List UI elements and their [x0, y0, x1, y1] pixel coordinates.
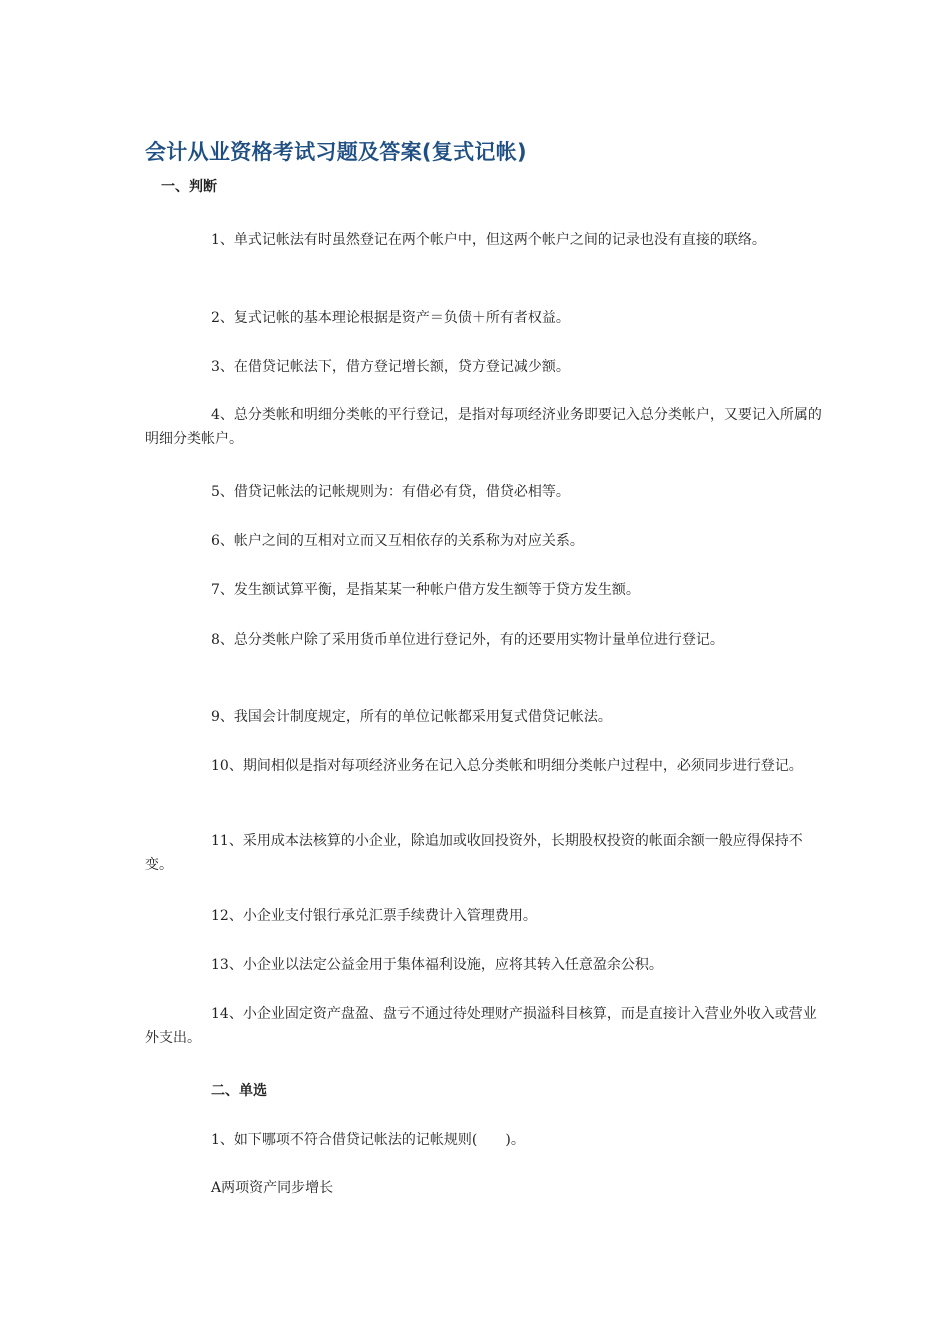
- document-title: 会计从业资格考试习题及答案(复式记帐): [145, 140, 527, 164]
- judgment-item-13: 13、小企业以法定公益金用于集体福利设施，应将其转入任意盈余公积。: [211, 957, 663, 973]
- judgment-item-10: 10、期间相似是指对每项经济业务在记入总分类帐和明细分类帐户过程中，必须同步进行登记。: [211, 758, 803, 774]
- single-choice-question-1: 1、如下哪项不符合借贷记帐法的记帐规则( )。: [211, 1132, 525, 1148]
- single-choice-option-a: A两项资产同步增长: [211, 1180, 334, 1196]
- judgment-item-3: 3、在借贷记帐法下，借方登记增长额，贷方登记减少额。: [211, 359, 570, 375]
- judgment-item-7: 7、发生额试算平衡，是指某某一种帐户借方发生额等于贷方发生额。: [211, 582, 640, 598]
- section-heading-single-choice: 二、单选: [211, 1083, 267, 1099]
- judgment-item-8: 8、总分类帐户除了采用货币单位进行登记外，有的还要用实物计量单位进行登记。: [211, 632, 724, 648]
- judgment-item-4: 4、总分类帐和明细分类帐的平行登记，是指对每项经济业务即要记入总分类帐户，又要记入所属的明细分类帐户。: [145, 407, 822, 447]
- section-heading-judgment: 一、判断: [161, 179, 217, 195]
- judgment-item-2: 2、复式记帐的基本理论根据是资产＝负债＋所有者权益。: [211, 310, 570, 326]
- judgment-item-12: 12、小企业支付银行承兑汇票手续费计入管理费用。: [211, 908, 537, 924]
- questions-area: [145, 198, 825, 1196]
- judgment-item-6: 6、帐户之间的互相对立而又互相依存的关系称为对应关系。: [211, 533, 584, 549]
- document-page: [145, 138, 825, 1196]
- judgment-item-9: 9、我国会计制度规定，所有的单位记帐都采用复式借贷记帐法。: [211, 709, 612, 725]
- judgment-item-11: 11、采用成本法核算的小企业，除追加或收回投资外，长期股权投资的帐面余额一般应得保持不变。: [145, 833, 803, 873]
- judgment-item-14: 14、小企业固定资产盘盈、盘亏不通过待处理财产损溢科目核算，而是直接计入营业外收入或营业外支出。: [145, 1006, 817, 1046]
- judgment-item-1: 1、单式记帐法有时虽然登记在两个帐户中，但这两个帐户之间的记录也没有直接的联络。: [211, 232, 766, 248]
- judgment-item-5: 5、借贷记帐法的记帐规则为：有借必有贷，借贷必相等。: [211, 484, 570, 500]
